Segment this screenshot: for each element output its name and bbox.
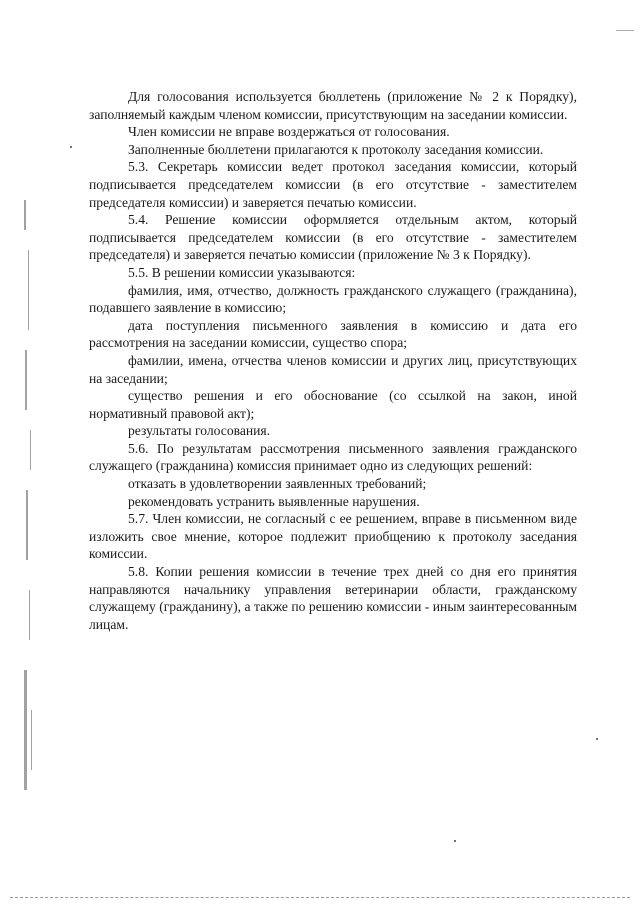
paragraph: Заполненные бюллетени прилагаются к протоколу заседания комиссии. — [128, 141, 544, 157]
scan-binding-shadow — [22, 190, 38, 830]
list-item: отказать в удовлетворении заявленных требований; — [128, 476, 427, 492]
document-body — [89, 88, 577, 633]
list-item: рекомендовать устранить выявленные нарушения. — [128, 493, 420, 509]
scan-speck — [70, 146, 72, 148]
paragraph: 5.5. В решении комиссии указываются: — [128, 264, 356, 280]
paragraph: 5.4. Решение комиссии оформляется отдельным актом, который подписывается председателем комиссии (в его отсутствие - заместителем председателя) и заверяется печатью комиссии (приложение № 3 к Порядку). — [89, 212, 577, 263]
paragraph: 5.6. По результатам рассмотрения письменного заявления гражданского служащего (гражданина) комиссия принимает одно из следующих решений: — [89, 440, 577, 474]
paragraph: 5.3. Секретарь комиссии ведет протокол заседания комиссии, который подписывается председателем комиссии (в его отсутствие - заместителем председателя комиссии) и заверяется печатью комиссии. — [89, 159, 577, 210]
paragraph: Член комиссии не вправе воздержаться от голосования. — [128, 124, 450, 140]
scan-bottom-edge — [10, 897, 630, 899]
list-item: дата поступления письменного заявления в комиссию и дата его рассмотрения на заседании комиссии, существо спора; — [89, 317, 577, 351]
scan-mark — [616, 30, 634, 31]
list-item: фамилия, имя, отчество, должность гражданского служащего (гражданина), подавшего заявление в комиссию; — [89, 282, 577, 316]
scan-speck — [454, 840, 456, 842]
list-item: существо решения и его обоснование (со ссылкой на закон, иной нормативный правовой акт); — [89, 388, 577, 421]
paragraph: 5.8. Копии решения комиссии в течение трех дней со дня его принятия направляются начальнику управления ветеринарии области, гражданскому служащему (гражданину), а также по решению комиссии - иным заинтересованным лицам. — [89, 564, 577, 632]
list-item: результаты голосования. — [128, 423, 271, 439]
paragraph: Для голосования используется бюллетень (приложение № 2 к Порядку), заполняемый каждым членом комиссии, присутствующим на заседании комиссии. — [89, 89, 577, 122]
list-item: фамилии, имена, отчества членов комиссии и других лиц, присутствующих на заседании; — [89, 352, 577, 386]
scan-speck — [596, 738, 598, 740]
paragraph: 5.7. Член комиссии, не согласный с ее решением, вправе в письменном виде изложить свое мнение, которое подлежит приобщению к протоколу заседания комиссии. — [89, 511, 577, 562]
